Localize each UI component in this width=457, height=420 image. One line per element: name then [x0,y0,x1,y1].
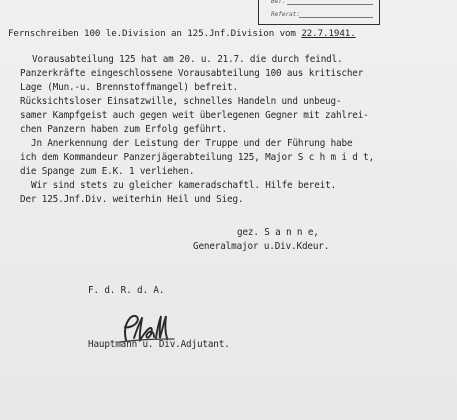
body-line: ich dem Kommandeur Panzerjägerabteilung 125, Major S c h m i d t, [20,152,375,163]
stamp-label-referat: Referat: [271,11,300,18]
body-line: chen Panzern haben zum Erfolg geführt. [20,124,227,135]
body-line: Vorausabteilung 125 hat am 20. u. 21.7. die durch feindl. [32,54,343,65]
stamp-line [287,4,373,5]
fdrda-line: F. d. R. d. A. [88,285,165,296]
body-line: samer Kampfgeist auch gegen weit überlegenen Gegner mit zahlrei- [20,110,369,121]
body-line: Jn Anerkennung der Leistung der Truppe und der Führung habe [31,138,353,149]
signer-rank: Generalmajor u.Div.Kdeur. [193,241,330,252]
body-line: Panzerkräfte eingeschlossene Vorausabteilung 100 aus kritischer [20,68,364,79]
header-date: 22.7.1941. [301,28,356,39]
telegram-header [8,28,356,39]
body-line: Rücksichtsloser Einsatzwille, schnelles Handeln und unbeug- [20,96,342,107]
registry-stamp [258,0,380,25]
body-line: die Spange zum E.K. 1 verliehen. [20,166,195,177]
adjutant-line: Hauptmann u. Div.Adjutant. [88,339,230,350]
stamp-label-bef: Bef. [271,0,286,5]
stamp-line [299,17,373,18]
body-line: Der 125.Jnf.Div. weiterhin Heil und Sieg. [20,194,244,205]
body-line: Lage (Mun.-u. Brennstoffmangel) befreit. [20,82,238,93]
signed-name: gez. S a n n e, [237,227,319,238]
header-text: Fernschreiben 100 le.Division an 125.Jnf.Division vom [8,28,296,39]
body-line: Wir sind stets zu gleicher kameradschaftl. Hilfe bereit. [31,180,337,191]
